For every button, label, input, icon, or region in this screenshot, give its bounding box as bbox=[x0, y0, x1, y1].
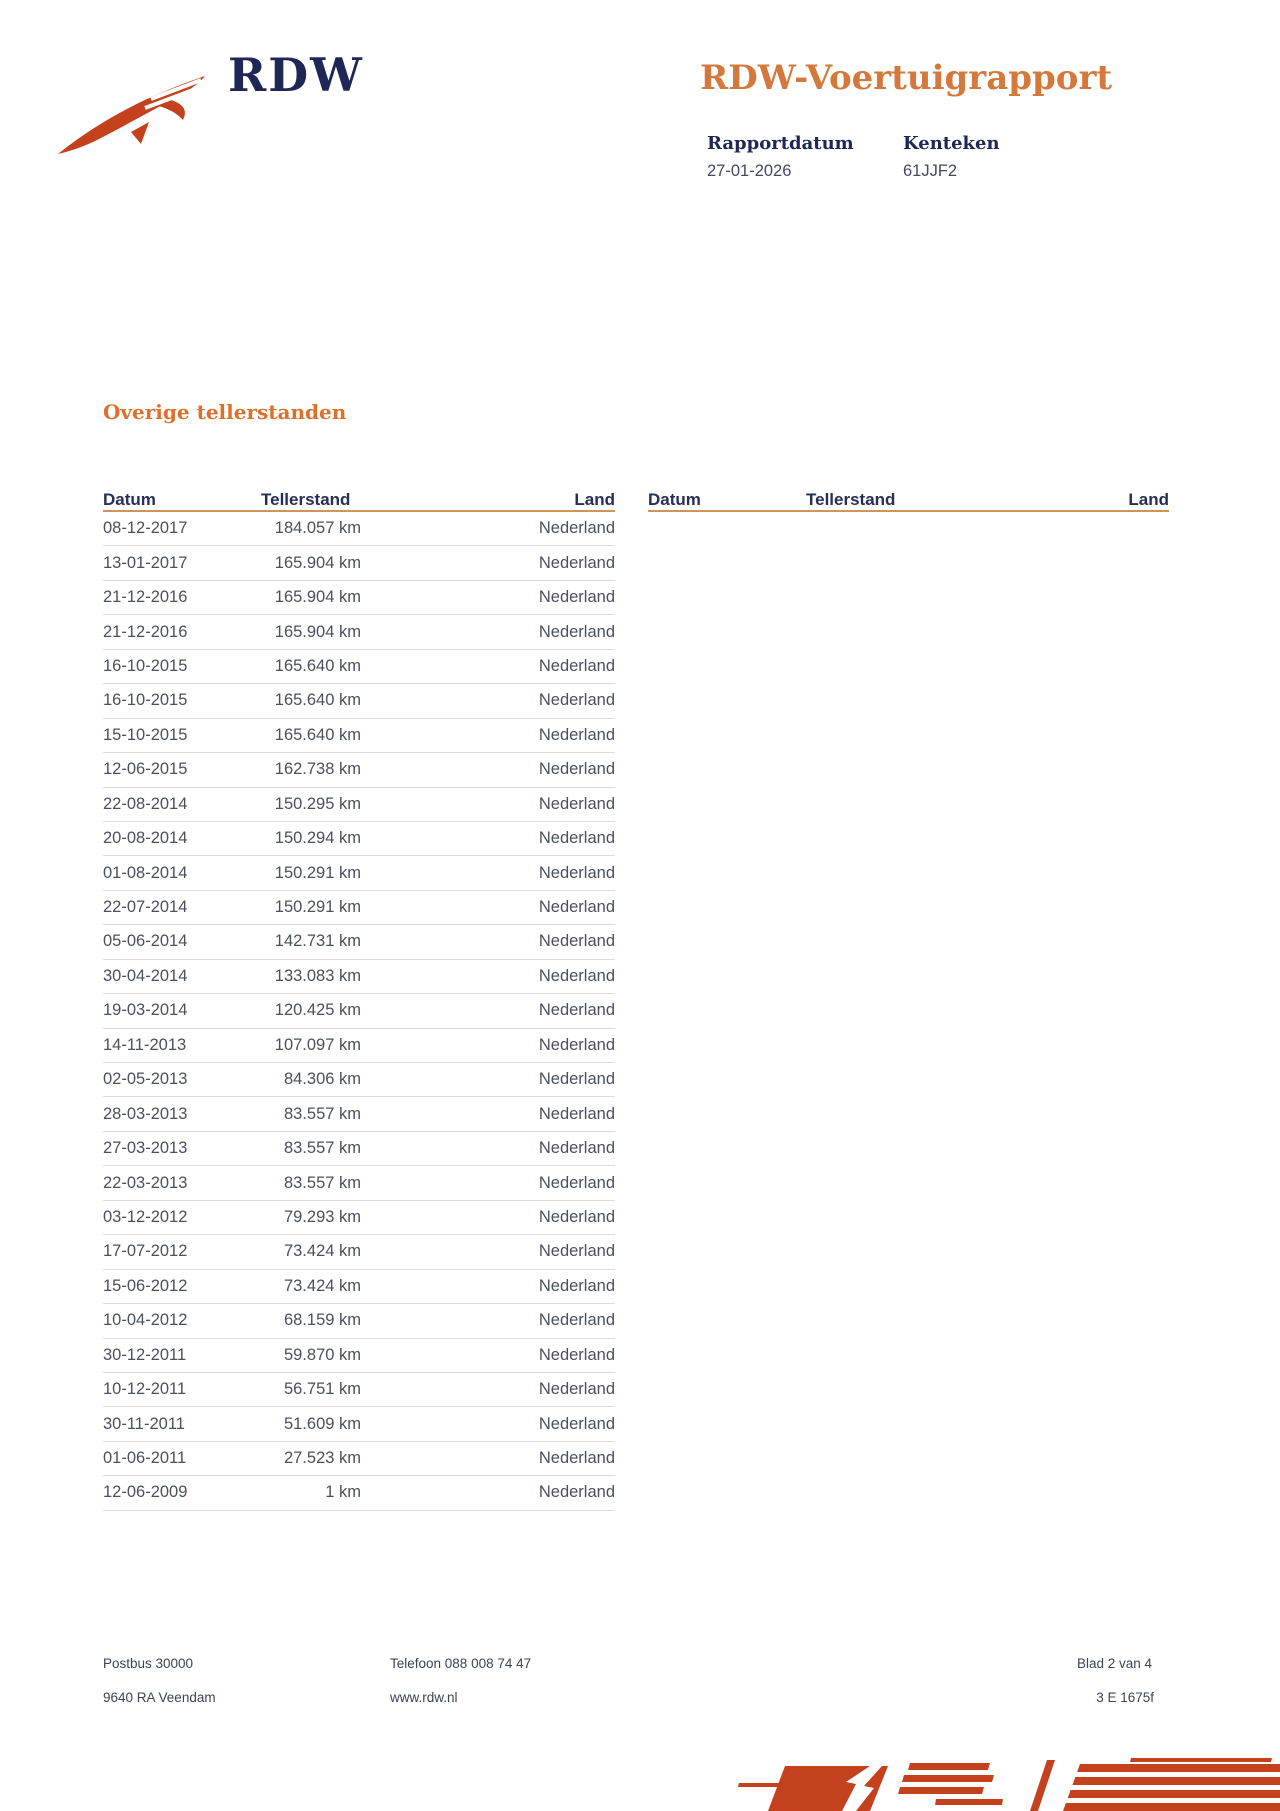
table-cell-tellerstand: 27.523 km bbox=[283, 1449, 361, 1468]
table-header-row bbox=[648, 487, 1169, 512]
column-header-tellerstand: Tellerstand bbox=[261, 490, 351, 509]
table-cell-land: Nederland bbox=[538, 1207, 615, 1226]
section-title: Overige tellerstanden bbox=[103, 400, 347, 424]
footer-phone: Telefoon 088 008 74 47 bbox=[390, 1656, 532, 1671]
table-cell-land: Nederland bbox=[538, 588, 615, 607]
table-cell-tellerstand: 165.904 km bbox=[274, 588, 361, 607]
table-cell-datum: 01-08-2014 bbox=[103, 863, 188, 882]
table-cell-datum: 30-11-2011 bbox=[103, 1414, 185, 1433]
table-row bbox=[103, 1201, 615, 1235]
table-cell-tellerstand: 150.295 km bbox=[274, 794, 361, 813]
table-cell-tellerstand: 83.557 km bbox=[283, 1104, 361, 1123]
footer-website: www.rdw.nl bbox=[390, 1690, 458, 1705]
table-cell-land: Nederland bbox=[538, 1276, 615, 1295]
table-cell-land: Nederland bbox=[538, 691, 615, 710]
table-cell-tellerstand: 150.291 km bbox=[274, 898, 361, 917]
table-cell-datum: 10-04-2012 bbox=[103, 1311, 188, 1330]
rdw-feather-logo bbox=[55, 72, 209, 162]
table-row bbox=[103, 1166, 615, 1200]
table-cell-tellerstand: 165.640 km bbox=[274, 656, 361, 675]
table-cell-tellerstand: 73.424 km bbox=[283, 1242, 361, 1261]
table-cell-datum: 15-10-2015 bbox=[103, 725, 188, 744]
table-cell-tellerstand: 83.557 km bbox=[283, 1173, 361, 1192]
table-cell-datum: 16-10-2015 bbox=[103, 656, 188, 675]
table-cell-tellerstand: 142.731 km bbox=[274, 932, 361, 951]
table-cell-tellerstand: 184.057 km bbox=[274, 519, 361, 538]
column-header-tellerstand: Tellerstand bbox=[806, 490, 896, 509]
table-row bbox=[103, 1373, 615, 1407]
table-cell-land: Nederland bbox=[538, 1139, 615, 1158]
table-row bbox=[103, 1407, 615, 1441]
table-cell-land: Nederland bbox=[538, 829, 615, 848]
odometer-table-left bbox=[103, 487, 615, 1511]
table-cell-datum: 08-12-2017 bbox=[103, 519, 188, 538]
table-row bbox=[103, 1339, 615, 1373]
table-cell-land: Nederland bbox=[538, 1104, 615, 1123]
table-row bbox=[103, 1270, 615, 1304]
table-cell-tellerstand: 56.751 km bbox=[283, 1380, 361, 1399]
table-cell-tellerstand: 165.904 km bbox=[274, 553, 361, 572]
table-header-row bbox=[103, 487, 615, 512]
table-cell-tellerstand: 165.640 km bbox=[274, 725, 361, 744]
table-cell-datum: 14-11-2013 bbox=[103, 1035, 187, 1054]
table-cell-datum: 15-06-2012 bbox=[103, 1276, 188, 1295]
table-row bbox=[103, 684, 615, 718]
table-cell-datum: 21-12-2016 bbox=[103, 588, 188, 607]
table-cell-datum: 22-03-2013 bbox=[103, 1173, 188, 1192]
table-row bbox=[103, 546, 615, 580]
table-row bbox=[103, 856, 615, 890]
footer-address-line1: Postbus 30000 bbox=[103, 1656, 194, 1671]
table-row bbox=[103, 512, 615, 546]
table-cell-land: Nederland bbox=[538, 1483, 615, 1502]
table-row bbox=[103, 1476, 615, 1510]
table-cell-tellerstand: 150.291 km bbox=[274, 863, 361, 882]
table-cell-tellerstand: 107.097 km bbox=[274, 1035, 361, 1054]
table-cell-datum: 12-06-2009 bbox=[103, 1483, 188, 1502]
table-cell-tellerstand: 68.159 km bbox=[283, 1311, 361, 1330]
footer-address-line2: 9640 RA Veendam bbox=[103, 1690, 216, 1705]
table-cell-land: Nederland bbox=[538, 1035, 615, 1054]
table-row bbox=[103, 1029, 615, 1063]
footer-form-code: 3 E 1675f bbox=[1096, 1690, 1154, 1705]
table-cell-tellerstand: 133.083 km bbox=[274, 966, 361, 985]
column-header-datum: Datum bbox=[648, 490, 701, 509]
table-cell-land: Nederland bbox=[538, 1070, 615, 1089]
column-header-land: Land bbox=[1128, 490, 1169, 509]
table-cell-datum: 12-06-2015 bbox=[103, 760, 188, 779]
table-row bbox=[103, 1097, 615, 1131]
table-cell-datum: 22-08-2014 bbox=[103, 794, 188, 813]
table-cell-datum: 10-12-2011 bbox=[103, 1380, 187, 1399]
table-cell-tellerstand: 120.425 km bbox=[274, 1001, 361, 1020]
column-header-datum: Datum bbox=[103, 490, 156, 509]
table-cell-tellerstand: 84.306 km bbox=[283, 1070, 361, 1089]
table-cell-datum: 22-07-2014 bbox=[103, 898, 188, 917]
table-cell-datum: 27-03-2013 bbox=[103, 1139, 188, 1158]
table-row bbox=[103, 650, 615, 684]
table-cell-land: Nederland bbox=[538, 1173, 615, 1192]
license-plate-label: Kenteken bbox=[903, 133, 1000, 154]
table-cell-land: Nederland bbox=[538, 1242, 615, 1261]
table-cell-tellerstand: 162.738 km bbox=[274, 760, 361, 779]
table-row bbox=[103, 1063, 615, 1097]
table-row bbox=[103, 822, 615, 856]
table-cell-datum: 28-03-2013 bbox=[103, 1104, 188, 1123]
table-cell-tellerstand: 165.640 km bbox=[274, 691, 361, 710]
table-row bbox=[103, 615, 615, 649]
table-cell-tellerstand: 73.424 km bbox=[283, 1276, 361, 1295]
table-cell-land: Nederland bbox=[538, 656, 615, 675]
license-plate-value: 61JJF2 bbox=[903, 162, 958, 180]
table-cell-land: Nederland bbox=[538, 966, 615, 985]
table-cell-land: Nederland bbox=[538, 1001, 615, 1020]
table-cell-datum: 30-12-2011 bbox=[103, 1345, 187, 1364]
page-title: RDW-Voertuigrapport bbox=[700, 58, 1113, 98]
column-header-land: Land bbox=[574, 490, 615, 509]
table-body bbox=[103, 512, 615, 1511]
table-cell-land: Nederland bbox=[538, 1311, 615, 1330]
rdw-speed-stripes-graphic bbox=[730, 1758, 1280, 1811]
report-date-value: 27-01-2026 bbox=[707, 162, 792, 180]
table-cell-tellerstand: 150.294 km bbox=[274, 829, 361, 848]
table-cell-land: Nederland bbox=[538, 794, 615, 813]
table-cell-tellerstand: 165.904 km bbox=[274, 622, 361, 641]
table-cell-land: Nederland bbox=[538, 1380, 615, 1399]
table-cell-datum: 03-12-2012 bbox=[103, 1207, 188, 1226]
footer-page-indicator: Blad 2 van 4 bbox=[1076, 1656, 1152, 1671]
table-cell-land: Nederland bbox=[538, 863, 615, 882]
table-cell-land: Nederland bbox=[538, 932, 615, 951]
table-row bbox=[103, 788, 615, 822]
table-cell-land: Nederland bbox=[538, 898, 615, 917]
odometer-table-right bbox=[648, 487, 1169, 512]
table-cell-datum: 17-07-2012 bbox=[103, 1242, 188, 1261]
rdw-logo-text: RDW bbox=[228, 48, 364, 102]
table-cell-land: Nederland bbox=[538, 725, 615, 744]
table-cell-datum: 30-04-2014 bbox=[103, 966, 188, 985]
table-row bbox=[103, 1132, 615, 1166]
table-row bbox=[103, 1442, 615, 1476]
table-row bbox=[103, 994, 615, 1028]
table-cell-land: Nederland bbox=[538, 553, 615, 572]
table-cell-tellerstand: 59.870 km bbox=[283, 1345, 361, 1364]
table-cell-land: Nederland bbox=[538, 1449, 615, 1468]
table-row bbox=[103, 719, 615, 753]
table-row bbox=[103, 581, 615, 615]
table-cell-tellerstand: 83.557 km bbox=[283, 1139, 361, 1158]
table-cell-datum: 05-06-2014 bbox=[103, 932, 188, 951]
table-row bbox=[103, 925, 615, 959]
table-cell-datum: 01-06-2011 bbox=[103, 1449, 187, 1468]
table-row bbox=[103, 891, 615, 925]
table-cell-land: Nederland bbox=[538, 622, 615, 641]
table-cell-datum: 19-03-2014 bbox=[103, 1001, 188, 1020]
table-row bbox=[103, 1304, 615, 1338]
report-date-label: Rapportdatum bbox=[707, 133, 854, 154]
table-cell-datum: 20-08-2014 bbox=[103, 829, 188, 848]
table-cell-datum: 16-10-2015 bbox=[103, 691, 188, 710]
table-row bbox=[103, 1235, 615, 1269]
table-cell-datum: 02-05-2013 bbox=[103, 1070, 188, 1089]
table-cell-datum: 13-01-2017 bbox=[103, 553, 188, 572]
table-cell-land: Nederland bbox=[538, 1414, 615, 1433]
table-cell-tellerstand: 51.609 km bbox=[283, 1414, 361, 1433]
table-row bbox=[103, 753, 615, 787]
table-cell-land: Nederland bbox=[538, 519, 615, 538]
table-cell-land: Nederland bbox=[538, 760, 615, 779]
table-row bbox=[103, 960, 615, 994]
table-cell-tellerstand: 79.293 km bbox=[283, 1207, 361, 1226]
table-cell-land: Nederland bbox=[538, 1345, 615, 1364]
table-cell-datum: 21-12-2016 bbox=[103, 622, 188, 641]
table-cell-tellerstand: 1 km bbox=[325, 1483, 361, 1502]
